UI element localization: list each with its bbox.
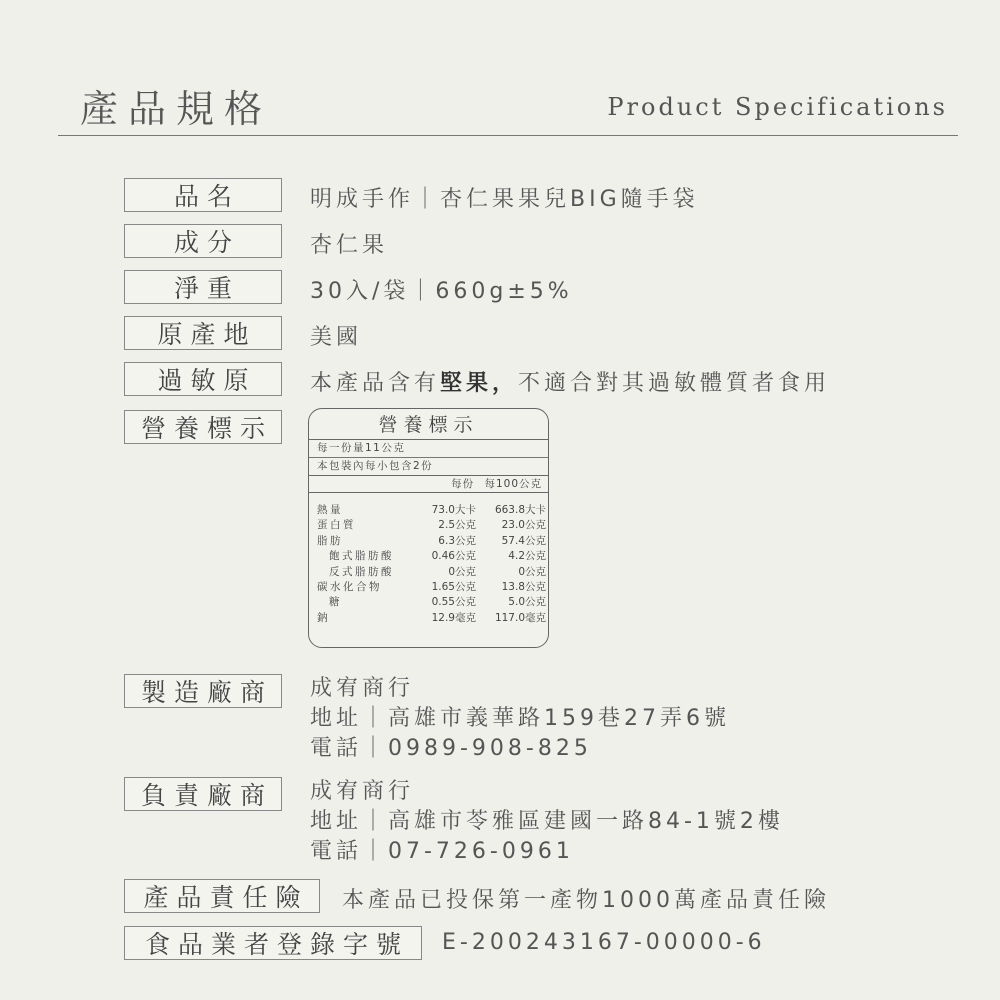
- spec-label-nutrition: 營養標示: [124, 410, 282, 444]
- spec-value-registration: E-200243167-00000-6: [442, 930, 766, 955]
- responsible-address: 地址｜高雄市苓雅區建國一路84-1號2樓: [310, 809, 784, 834]
- spec-label-net-weight: 淨重: [124, 270, 282, 304]
- spec-label-manufacturer: 製造廠商: [124, 674, 282, 708]
- nutrition-row-name: 脂肪: [317, 534, 343, 547]
- nutrition-row-name: 糖: [329, 596, 342, 609]
- nutrition-row-per-serving: 2.5公克: [438, 519, 476, 532]
- spec-label-registration: 食品業者登錄字號: [124, 926, 422, 960]
- nutrition-row-per-100g: 5.0公克: [508, 596, 546, 609]
- nutrition-row-per-100g: 23.0公克: [501, 519, 546, 532]
- nutrition-row-name: 碳水化合物: [317, 580, 382, 593]
- nutrition-row-per-serving: 12.9毫克: [431, 611, 476, 624]
- nutrition-row: [309, 611, 548, 626]
- nutrition-row-per-serving: 6.3公克: [438, 534, 476, 547]
- nutrition-row-name: 熱量: [317, 504, 343, 516]
- nutrition-row-name: 鈉: [317, 611, 330, 624]
- nutrition-row-per-serving: 0.55公克: [431, 596, 476, 609]
- nutrition-row-per-serving: 73.0大卡: [431, 504, 476, 516]
- manufacturer-address: 地址｜高雄市義華路159巷27弄6號: [310, 706, 730, 731]
- nutrition-row-name: 飽式脂肪酸: [329, 550, 394, 563]
- nutrition-row-name: 反式脂肪酸: [329, 565, 394, 578]
- spec-value-name: 明成手作｜杏仁果果兒BIG隨手袋: [310, 187, 699, 212]
- spec-label-insurance: 產品責任險: [124, 879, 320, 913]
- nutrition-row-per-100g: 117.0毫克: [494, 611, 546, 624]
- nutrition-row-per-serving: 0.46公克: [431, 550, 476, 563]
- nutrition-row-per-100g: 4.2公克: [508, 550, 546, 563]
- spec-label-responsible: 負責廠商: [124, 777, 282, 811]
- spec-label-origin: 原產地: [124, 316, 282, 350]
- nutrition-rows: [309, 493, 548, 626]
- spec-value-allergen: 本產品含有堅果，不適合對其過敏體質者食用: [310, 371, 831, 396]
- nutrition-title: 營養標示: [309, 409, 548, 440]
- spec-value-origin: 美國: [310, 325, 363, 350]
- nutrition-row-per-100g: 57.4公克: [501, 534, 546, 547]
- spec-label-ingredients: 成分: [124, 224, 282, 258]
- nutrition-servings-per-pack: 本包裝內每小包含2份: [317, 460, 434, 472]
- manufacturer-phone: 電話｜0989-908-825: [310, 736, 592, 761]
- nutrition-row: [309, 580, 548, 595]
- nutrition-row: [309, 503, 548, 518]
- nutrition-row: [309, 518, 548, 533]
- spec-label-name: 品名: [124, 178, 282, 212]
- responsible-info: [310, 777, 784, 867]
- nutrition-facts-panel: [308, 408, 549, 648]
- nutrition-row-per-serving: 1.65公克: [431, 580, 476, 593]
- page-title: 產品規格: [80, 87, 273, 131]
- responsible-company: 成宥商行: [310, 779, 415, 804]
- spec-value-net-weight: 30入/袋｜660g±5%: [310, 279, 573, 304]
- page-subtitle: Product Specifications: [607, 93, 948, 121]
- nutrition-row: [309, 565, 548, 580]
- nutrition-row-per-serving: 0公克: [448, 565, 476, 578]
- nutrition-serving-size: 每一份量11公克: [309, 440, 548, 458]
- responsible-phone: 電話｜07-726-0961: [310, 839, 574, 864]
- allergen-highlight: 堅果，: [440, 371, 519, 396]
- spec-value-insurance: 本產品已投保第一產物1000萬產品責任險: [342, 888, 830, 913]
- nutrition-row: [309, 595, 548, 610]
- manufacturer-info: [310, 674, 730, 764]
- nutrition-row-per-100g: 0公克: [518, 565, 546, 578]
- nutrition-row-name: 蛋白質: [317, 519, 356, 532]
- nutrition-col-per-100g: 每100公克: [484, 478, 542, 490]
- nutrition-row: [309, 534, 548, 549]
- nutrition-row: [309, 549, 548, 564]
- nutrition-row-per-100g: 13.8公克: [501, 580, 546, 593]
- nutrition-col-per-serving: 每份: [451, 478, 475, 490]
- manufacturer-company: 成宥商行: [310, 676, 415, 701]
- nutrition-row-per-100g: 663.8大卡: [494, 504, 546, 516]
- spec-value-ingredients: 杏仁果: [310, 233, 389, 258]
- title-divider: [58, 135, 958, 136]
- spec-label-allergen: 過敏原: [124, 362, 282, 396]
- nutrition-column-header: [309, 475, 548, 493]
